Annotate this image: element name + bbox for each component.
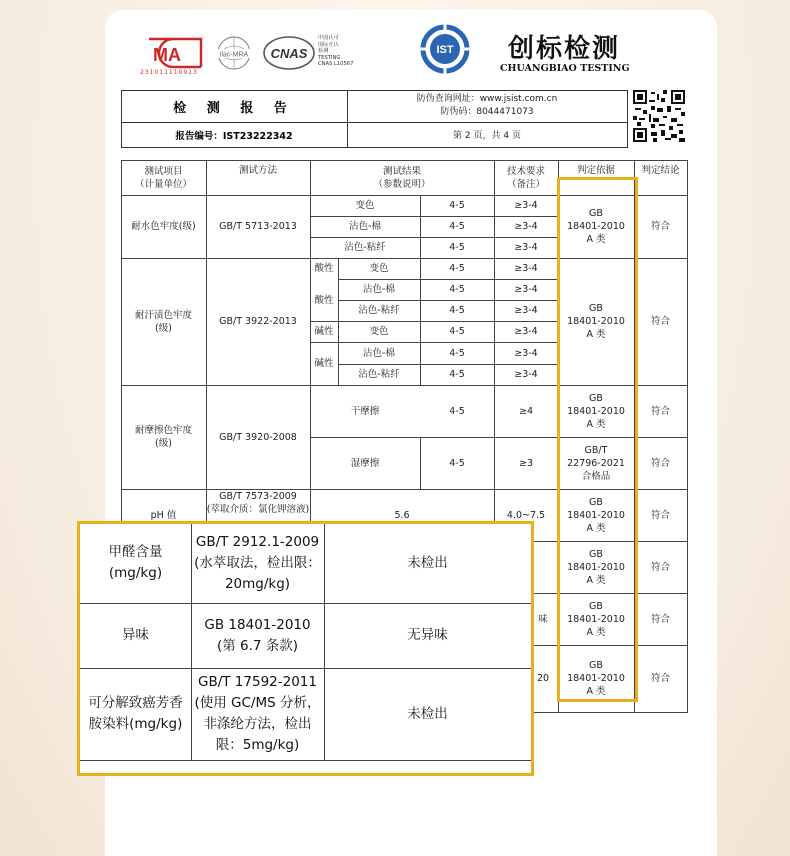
verify-code: 防伪码：8044471073 xyxy=(440,107,534,117)
sub-req: ≥3-4 xyxy=(514,305,538,316)
method-water: GB/T 5713-2013 xyxy=(219,221,297,232)
item-ph: pH 值 xyxy=(150,509,177,521)
conclusion-formaldehyde: 符合 xyxy=(650,561,670,573)
svg-text:CNAS: CNAS xyxy=(270,46,308,61)
sub-item: 变色 xyxy=(369,326,389,337)
conclusion-odor: 符合 xyxy=(650,613,670,625)
page-info: 第 2 页，共 4 页 xyxy=(453,131,521,141)
conclusion-amine: 符合 xyxy=(650,673,670,684)
sub-item: 沾色-棉 xyxy=(363,284,395,295)
cnas-logo xyxy=(262,33,316,73)
item-sweat: 耐汗渍色牢度 (级) xyxy=(134,309,192,334)
sub-req: ≥3-4 xyxy=(514,326,538,337)
partial-text: 20 xyxy=(536,673,550,684)
sub-item: 沾色-粘纤 xyxy=(358,305,400,316)
sub-value: 4-5 xyxy=(449,284,465,295)
sub-req: ≥3-4 xyxy=(514,263,538,274)
sub-value: 4-5 xyxy=(449,200,465,211)
grid-line xyxy=(687,160,688,713)
zoom-item-odor: 异味 xyxy=(122,627,149,643)
col-header-result: 测试结果 （参数说明） xyxy=(373,166,431,190)
sub-value: 4-5 xyxy=(449,347,465,359)
rub-dry-req: ≥4 xyxy=(518,405,533,417)
sub-req: ≥3-4 xyxy=(514,242,538,253)
zoom-result-amine: 未检出 xyxy=(407,705,448,722)
rub-wet-req: ≥3 xyxy=(518,457,533,469)
col-header-requirement: 技术要求 （备注） xyxy=(506,166,545,190)
method-ph: GB/T 7573-2009 (萃取介质：氯化钾溶液) xyxy=(206,491,310,515)
rub-wet-value: 4-5 xyxy=(449,457,465,469)
zoom-highlight-frame xyxy=(77,521,534,776)
ist-label: IST xyxy=(436,44,454,56)
sub-value: 4-5 xyxy=(449,305,465,316)
sub-item: 沾色-粘纤 xyxy=(358,369,400,380)
sub-value: 4-5 xyxy=(449,221,465,232)
basis-rub-dry: GB 18401-2010 A 类 xyxy=(567,392,625,430)
sub-req: ≥3-4 xyxy=(514,221,538,232)
sweat-group: 酸性 xyxy=(314,263,334,274)
sub-item: 沾色-棉 xyxy=(363,347,395,359)
brand-name-en: CHUANGBIAO TESTING xyxy=(500,63,630,74)
col-header-method: 测试方法 xyxy=(238,164,277,176)
method-rub: GB/T 3920-2008 xyxy=(219,431,297,443)
conclusion-water: 符合 xyxy=(650,221,670,232)
qr-code xyxy=(633,90,685,142)
cnas-info: 中国认可 国际互认 检测 TESTING CNAS L10567 xyxy=(318,35,354,68)
sub-req: ≥3-4 xyxy=(514,284,538,295)
zoom-method-amine: GB/T 17592-2011 (使用 GC/MS 分析， 非涤纶方法，检出 限：5mg/kg) xyxy=(194,674,321,753)
verify-site: 防伪查询网址：www.jsist.com.cn xyxy=(416,94,558,104)
sub-req: ≥3-4 xyxy=(514,369,538,380)
sweat-group: 碱性 xyxy=(314,326,334,337)
basis-amine: GB 18401-2010 A 类 xyxy=(567,660,625,697)
basis-rub-wet: GB/T 22796-2021 合格品 xyxy=(567,444,625,482)
basis-formaldehyde: GB 18401-2010 A 类 xyxy=(567,548,625,586)
basis-ph: GB 18401-2010 A 类 xyxy=(567,496,625,534)
rub-dry: 干摩擦 xyxy=(350,405,380,417)
req-ph: 4.0~7.5 xyxy=(506,509,546,521)
basis-odor: GB 18401-2010 A 类 xyxy=(567,600,625,638)
conclusion-sweat: 符合 xyxy=(650,316,670,327)
sub-req: ≥3-4 xyxy=(514,200,538,211)
rub-dry-value: 4-5 xyxy=(449,405,465,417)
zoom-method-formaldehyde: GB/T 2912.1-2009 (水萃取法，检出限： 20mg/kg) xyxy=(194,533,321,592)
ist-logo xyxy=(420,24,470,74)
method-sweat: GB/T 3922-2013 xyxy=(219,316,297,327)
sub-value: 4-5 xyxy=(449,369,465,380)
basis-highlight-frame xyxy=(557,177,638,702)
sweat-group: 酸性 xyxy=(314,294,334,306)
conclusion-rub-dry: 符合 xyxy=(650,405,670,417)
sub-value: 4-5 xyxy=(449,242,465,253)
zoom-method-odor: GB 18401-2010 (第 6.7 条款) xyxy=(204,616,311,654)
sub-item: 变色 xyxy=(369,263,389,274)
value-ph: 5.6 xyxy=(394,509,410,521)
report-number: 报告编号：IST23222342 xyxy=(175,131,293,142)
basis-water: GB 18401-2010 A 类 xyxy=(567,208,625,245)
divider xyxy=(121,122,627,123)
conclusion-ph: 符合 xyxy=(650,509,670,521)
sub-value: 4-5 xyxy=(449,326,465,337)
zoom-item-amine: 可分解致癌芳香 胺染料(mg/kg) xyxy=(88,695,183,732)
svg-text:ilac-MRA: ilac-MRA xyxy=(219,51,249,59)
basis-sweat: GB 18401-2010 A 类 xyxy=(567,303,625,340)
conclusion-rub-wet: 符合 xyxy=(650,457,670,469)
svg-text:MA: MA xyxy=(153,45,181,65)
item-rub: 耐摩擦色牢度 (级) xyxy=(134,425,192,449)
report-title: 检 测 报 告 xyxy=(173,101,295,116)
sub-item: 变色 xyxy=(355,200,375,211)
cma-logo xyxy=(143,33,207,73)
verify-info xyxy=(348,93,626,119)
grid-line xyxy=(532,712,687,713)
sub-value: 4-5 xyxy=(449,263,465,274)
sub-item: 沾色-棉 xyxy=(349,221,381,232)
brand-name-cn: 创标检测 xyxy=(508,34,621,64)
zoom-item-formaldehyde: 甲醛含量 (mg/kg) xyxy=(108,544,163,581)
sub-req: ≥3-4 xyxy=(514,347,538,359)
col-header-conclusion: 判定结论 xyxy=(641,164,680,176)
cma-number: 231011110913 xyxy=(140,69,198,76)
col-header-item: 测试项目 （计量单位） xyxy=(134,166,192,190)
col-header-basis: 判定依据 xyxy=(576,164,615,176)
sweat-group: 碱性 xyxy=(314,358,334,369)
zoom-result-formaldehyde: 未检出 xyxy=(407,554,448,571)
rub-wet: 湿摩擦 xyxy=(350,457,380,469)
sub-item: 沾色-粘纤 xyxy=(344,242,386,253)
zoom-result-odor: 无异味 xyxy=(407,627,448,643)
ilac-mra-logo xyxy=(213,35,255,75)
item-water: 耐水色牢度(级) xyxy=(131,221,196,232)
partial-text: 味 xyxy=(538,613,548,625)
